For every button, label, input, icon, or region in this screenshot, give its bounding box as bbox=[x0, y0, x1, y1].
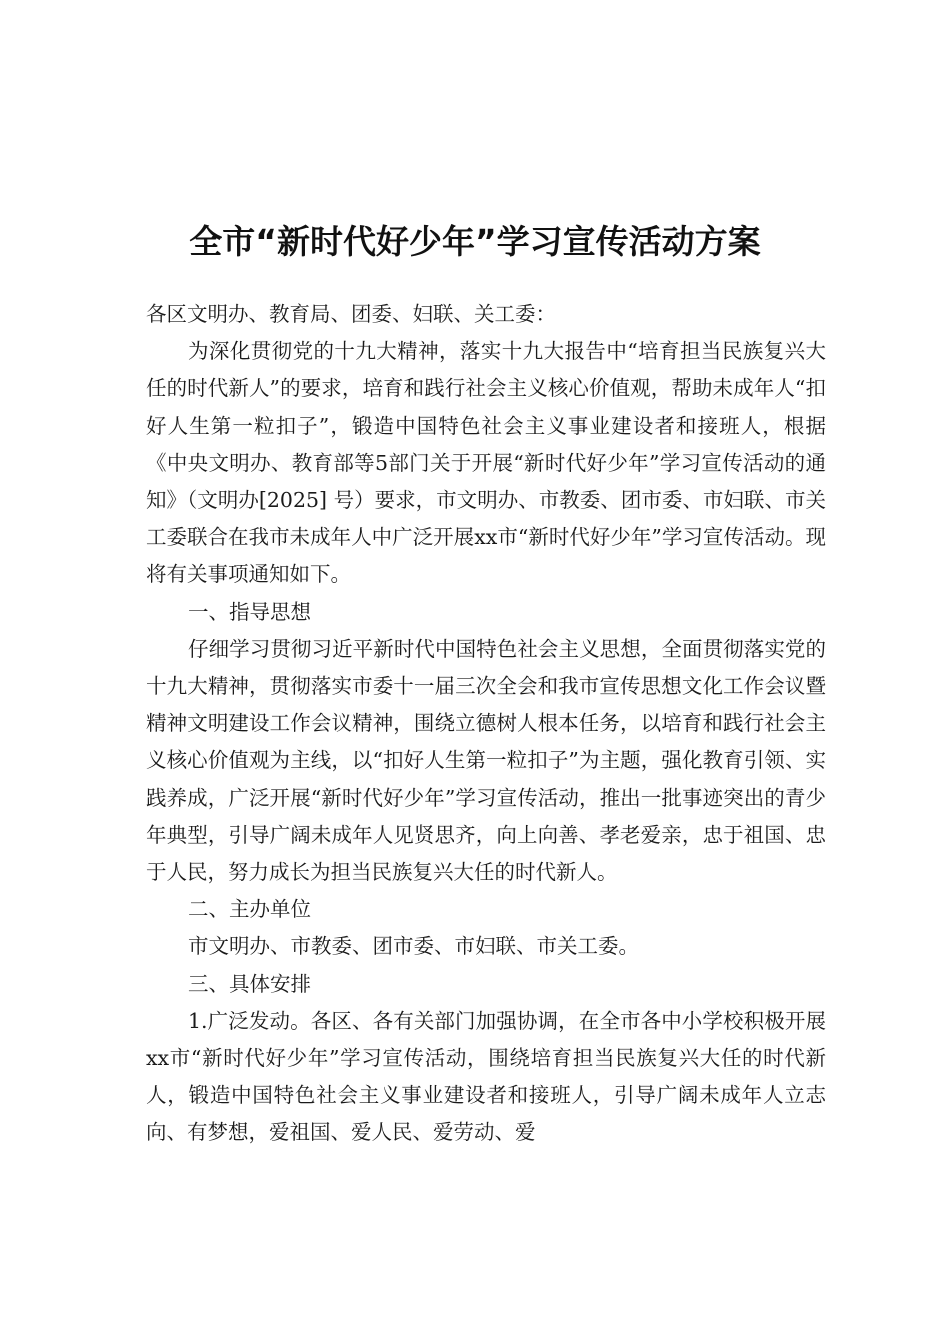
guiding-ideology-paragraph: 仔细学习贯彻习近平新时代中国特色社会主义思想，全面贯彻落实党的十九大精神，贯彻落实市委十一届三次全会和我市宣传思想文化工作会议暨精神文明建设工作会议精神，围绕立德树人根本任务，以培育和践行社会主义核心价值观为主线，以“扣好人生第一粒扣子”为主题，强化教育引领、实践养成，广泛开展“新时代好少年”学习宣传活动，推出一批事迹突出的青少年典型，引导广阔未成年人见贤思齐，向上向善、孝老爱亲，忠于祖国、忠于人民，努力成长为担当民族复兴大任的时代新人。 bbox=[146, 636, 826, 885]
section-heading-arrangements: 三、具体安排 bbox=[188, 971, 311, 996]
section-heading-guiding-ideology: 一、指导思想 bbox=[188, 599, 311, 624]
document-title: 全市“新时代好少年”学习宣传活动方案 bbox=[189, 222, 761, 261]
intro-paragraph: 为深化贯彻党的十九大精神，落实十九大报告中“培育担当民族复兴大任的时代新人”的要求，培育和践行社会主义核心价值观，帮助未成年人“扣好人生第一粒扣子”，锻造中国特色社会主义事业建设者和接班人，根据《中央文明办、教育部等5部门关于开展“新时代好少年”学习宣传活动的通知》（文明办[2025] 号）要求，市文明办、市教委、团市委、市妇联、市关工委联合在我市未成年人中广泛开展xx市“新时代好少年”学习宣传活动。现将有关事项通知如下。 bbox=[146, 339, 826, 587]
section-heading-organizers: 二、主办单位 bbox=[188, 897, 311, 922]
organizers-paragraph: 市文明办、市教委、团市委、市妇联、市关工委。 bbox=[188, 934, 639, 959]
arrangement-item-1: 1.广泛发动。各区、各有关部门加强协调，在全市各中小学校积极开展xx市“新时代好少年”学习宣传活动，围绕培育担当民族复兴大任的时代新人，锻造中国特色社会主义事业建设者和接班人，引导广阔未成年人立志向、有梦想，爱祖国、爱人民、爱劳动、爱 bbox=[146, 1008, 826, 1145]
document-body bbox=[146, 296, 826, 1152]
addressee-line: 各区文明办、教育局、团委、妇联、关工委： bbox=[146, 302, 556, 326]
